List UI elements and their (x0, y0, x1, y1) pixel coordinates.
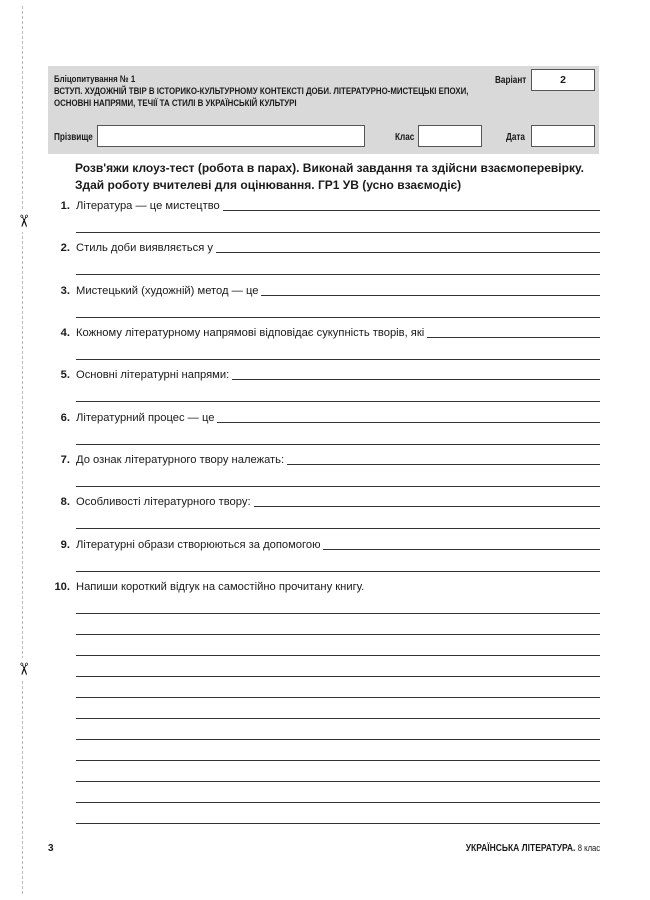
instruction-line: Розв'яжи клоуз-тест (робота в парах). Виконай завдання та здійсни взаємоперевірку. (75, 161, 584, 175)
answer-line[interactable] (76, 655, 600, 656)
answer-line[interactable] (76, 232, 600, 233)
question-number: 10. (54, 581, 70, 593)
quiz-number: Бліцопитування № 1 (54, 74, 136, 85)
question-10 (50, 579, 600, 595)
answer-line[interactable] (76, 317, 600, 318)
question-text: Стиль доби виявляється у (76, 240, 216, 256)
scissors-icon: ✂ (12, 658, 34, 680)
question-4 (50, 325, 600, 341)
answer-line[interactable] (76, 697, 600, 698)
answer-line[interactable] (76, 739, 600, 740)
question-text: Особливості літературного твору: (76, 494, 254, 510)
footer-title (466, 843, 600, 854)
class-field[interactable] (418, 125, 482, 147)
question-9 (50, 537, 600, 553)
question-number: 9. (60, 539, 70, 551)
answer-line[interactable] (76, 359, 600, 360)
answer-line[interactable] (76, 781, 600, 782)
cut-line (22, 6, 23, 894)
question-number: 2. (60, 242, 70, 254)
question-number: 5. (60, 369, 70, 381)
answer-line[interactable] (76, 528, 600, 529)
question-number: 8. (60, 496, 70, 508)
answer-line[interactable] (76, 613, 600, 614)
footer-grade: 8 клас (577, 843, 600, 853)
question-number: 1. (60, 200, 70, 212)
footer-subject: УКРАЇНСЬКА ЛІТЕРАТУРА. (465, 843, 576, 854)
date-field[interactable] (531, 125, 595, 147)
variant-field[interactable]: 2 (531, 69, 595, 91)
question-8 (50, 494, 600, 510)
answer-line[interactable] (76, 486, 600, 487)
question-text: Кожному літературному напрямові відповідає сукупність творів, які (76, 325, 427, 341)
question-3 (50, 283, 600, 299)
topic-line: ОСНОВНІ НАПРЯМИ, ТЕЧІЇ ТА СТИЛІ В УКРАЇНСЬКІЙ КУЛЬТУРІ (54, 98, 297, 110)
answer-line[interactable] (76, 401, 600, 402)
answer-line[interactable] (76, 634, 600, 635)
surname-label: Прізвище (54, 132, 93, 143)
surname-field[interactable] (97, 125, 365, 147)
question-text: Основні літературні напрями: (76, 367, 232, 383)
scissors-icon: ✂ (12, 210, 34, 232)
worksheet-header (48, 66, 599, 154)
question-6 (50, 410, 600, 426)
question-number: 7. (60, 454, 70, 466)
question-text: Література — це мистецтво (76, 198, 223, 214)
answer-line[interactable] (76, 676, 600, 677)
answer-line[interactable] (76, 760, 600, 761)
header-title (54, 74, 469, 111)
variant-label: Варіант (495, 75, 527, 86)
question-7 (50, 452, 600, 468)
answer-line[interactable] (76, 823, 600, 824)
answer-line[interactable] (76, 444, 600, 445)
instructions (75, 160, 595, 194)
question-1 (50, 198, 600, 214)
answer-line[interactable] (76, 718, 600, 719)
question-2 (50, 240, 600, 256)
date-label: Дата (506, 132, 525, 143)
question-5 (50, 367, 600, 383)
answer-line[interactable] (76, 274, 600, 275)
instruction-line: Здай роботу вчителеві для оцінювання. ГР1 УВ (усно взаємодіє) (75, 178, 462, 192)
question-number: 4. (60, 327, 70, 339)
question-text: Літературні образи створюються за допомогою (76, 537, 323, 553)
answer-line[interactable] (76, 802, 600, 803)
answer-line[interactable] (76, 571, 600, 572)
topic-line: ВСТУП. ХУДОЖНІЙ ТВІР В ІСТОРИКО-КУЛЬТУРНОМУ КОНТЕКСТІ ДОБИ. ЛІТЕРАТУРНО-МИСТЕЦЬКІ ЕПОХИ, (54, 86, 469, 98)
question-text: Напиши короткий відгук на самостійно прочитану книгу. (76, 579, 367, 595)
class-label: Клас (395, 132, 415, 143)
question-text: Мистецький (художній) метод — це (76, 283, 261, 299)
question-text: До ознак літературного твору належать: (76, 452, 287, 468)
question-number: 6. (60, 412, 70, 424)
question-number: 3. (60, 285, 70, 297)
page-number: 3 (48, 843, 54, 854)
question-text: Літературний процес — це (76, 410, 217, 426)
